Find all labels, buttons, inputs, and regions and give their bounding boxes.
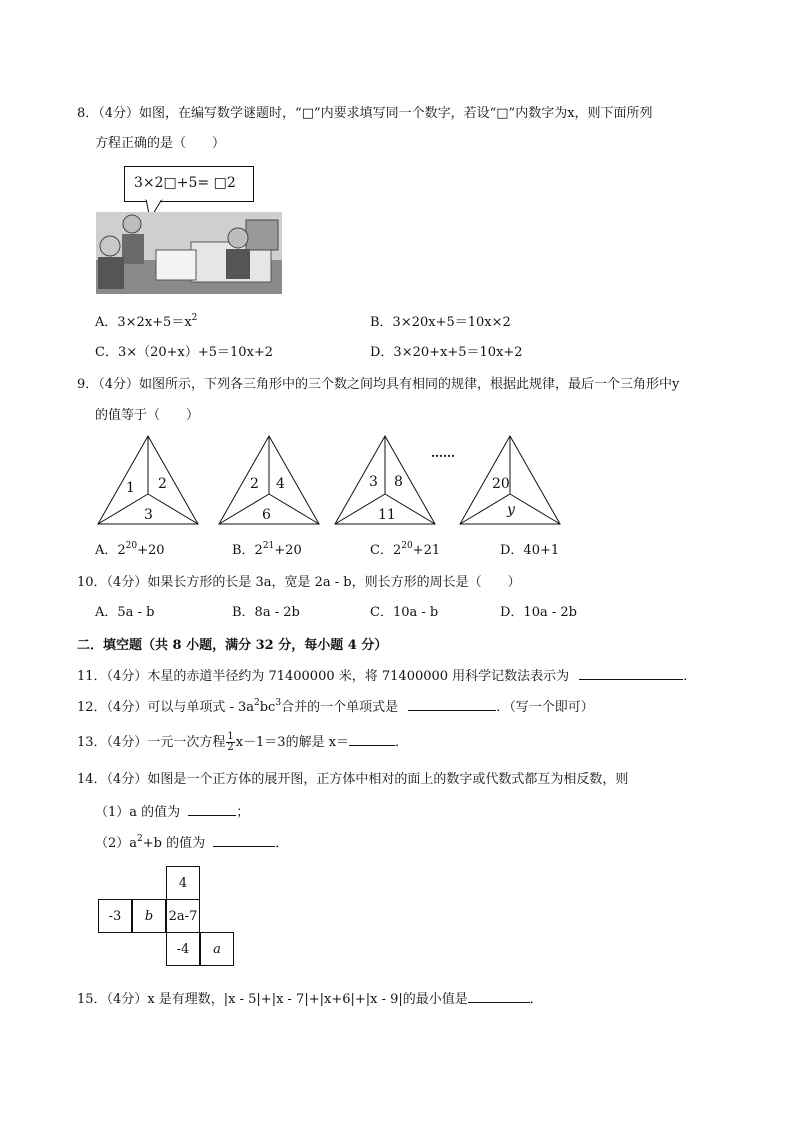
q9-a-rest: +20 xyxy=(137,543,165,558)
q14-line1: 14．（4分）如图是一个正方体的展开图，正方体中相对的面上的数字或代数式都互为相反数，则 xyxy=(77,772,629,787)
q12-answer-blank[interactable] xyxy=(408,698,496,711)
net-cell-a: a xyxy=(200,932,234,966)
q8-option-b: B．3×20x+5＝10x×2 xyxy=(370,315,511,330)
q11 xyxy=(77,665,696,684)
q14-sub2-period: ． xyxy=(275,836,289,851)
q14-sub1-text: （1）a 的值为 xyxy=(95,805,181,820)
q11-text: 11．（4分）木星的赤道半径约为 71400000 米，将 71400000 用科学记数法表示为 xyxy=(77,669,570,684)
q13 xyxy=(77,731,408,753)
q8-option-c: C．3×（20+x）+5＝10x+2 xyxy=(95,345,274,360)
tri4-c: y xyxy=(507,502,515,518)
q14-sub2-blank[interactable] xyxy=(213,834,275,847)
q8-option-d: D．3×20+x+5＝10x+2 xyxy=(370,345,523,360)
q13-period: ． xyxy=(395,735,409,750)
q12 xyxy=(77,696,594,715)
q11-answer-blank[interactable] xyxy=(579,667,683,680)
q9-line1: 9．（4分）如图所示，下列各三角形中的三个数之间均具有相同的规律，根据此规律，最后一个三角形中y xyxy=(77,377,680,392)
q9-a-exp: 20 xyxy=(125,541,138,551)
q13-text-a: 13．（4分）一元一次方程 xyxy=(77,735,226,750)
q13-numerator: 1 xyxy=(227,731,234,742)
tri3-c: 11 xyxy=(378,507,396,523)
q12-text-a: 12．（4分）可以与单项式 - 3a xyxy=(77,700,254,715)
q10-option-b: B．8a - 2b xyxy=(232,605,300,620)
q15-answer-blank[interactable] xyxy=(468,990,530,1003)
q13-fraction xyxy=(226,732,234,753)
q15-text: 15．（4分）x 是有理数，|x - 5|+|x - 7|+|x+6|+|x - 9|的最小值是 xyxy=(77,992,468,1007)
tri2-a: 2 xyxy=(250,476,259,492)
q8-line2: 方程正确的是（ ） xyxy=(95,136,226,151)
tri4-a: 20 xyxy=(492,476,510,492)
tri1-b: 2 xyxy=(158,476,167,492)
tri2-b: 4 xyxy=(276,476,285,492)
q13-answer-blank[interactable] xyxy=(349,733,395,746)
q12-tail: ．（写一个即可） xyxy=(496,700,594,715)
q9-c-rest: +21 xyxy=(412,543,441,558)
q9-line2: 的值等于（ ） xyxy=(95,408,200,423)
q9-b-base: B．2 xyxy=(232,543,263,558)
q9-option-d: D．40+1 xyxy=(500,543,560,558)
net-cell-b: b xyxy=(132,899,166,933)
q10-option-a: A．5a - b xyxy=(95,605,155,620)
q14-sub2-exp: 2 xyxy=(137,834,143,844)
q12-exp1: 2 xyxy=(254,698,260,708)
tri3-a: 3 xyxy=(369,474,378,490)
q15-period: ． xyxy=(529,992,543,1007)
q10-option-d: D．10a - 2b xyxy=(500,605,577,620)
ellipsis: …… xyxy=(431,446,455,460)
q14-sub1-semicolon: ； xyxy=(236,805,250,820)
q9-b-rest: +20 xyxy=(274,543,302,558)
q9-option-b xyxy=(232,539,302,558)
q12-text-b: bc xyxy=(259,700,276,715)
q14-sub1-blank[interactable] xyxy=(188,803,236,816)
q9-a-base: A．2 xyxy=(95,543,126,558)
tri1-a: 1 xyxy=(126,480,135,496)
q14-sub2 xyxy=(95,832,288,851)
q11-period: ． xyxy=(683,669,697,684)
tri3-b: 8 xyxy=(394,474,403,490)
q9-option-c xyxy=(370,539,440,558)
tri1-c: 3 xyxy=(144,507,153,523)
net-cell-center: 2a-7 xyxy=(166,899,200,933)
q9-c-exp: 20 xyxy=(401,541,413,551)
net-cell-bottom: -4 xyxy=(166,932,200,966)
q10-option-c: C．10a - b xyxy=(370,605,439,620)
q9-c-base: C．2 xyxy=(370,543,402,558)
q8-line1: 8．（4分）如图，在编写数学谜题时，“□”内要求填写同一个数字，若设“□”内数字为x，则下面所列 xyxy=(77,106,653,121)
speech-bubble xyxy=(124,166,254,202)
q13-denominator: 2 xyxy=(227,742,234,753)
q12-exp2: 3 xyxy=(275,698,282,708)
q15 xyxy=(77,988,543,1007)
q8-option-a xyxy=(95,311,197,330)
q8-option-a-text: A．3×2x+5＝x xyxy=(95,315,192,330)
classroom-illustration xyxy=(96,212,282,294)
q9-b-exp: 21 xyxy=(262,541,275,551)
q9-option-a xyxy=(95,539,165,558)
q13-text-b: x－1＝3的解是 x＝ xyxy=(235,735,350,750)
q14-sub1 xyxy=(95,801,249,820)
section-heading: 二．填空题（共 8 小题，满分 32 分，每小题 4 分） xyxy=(77,638,388,653)
q10-line1: 10．（4分）如果长方形的长是 3a，宽是 2a - b，则长方形的周长是（ ） xyxy=(77,575,521,590)
tri2-c: 6 xyxy=(262,507,271,523)
q14-sub2-text-a: （2）a xyxy=(95,836,138,851)
net-cell-left: -3 xyxy=(98,899,132,933)
bubble-text: 3×2□+5= □2 xyxy=(134,175,236,191)
q12-text-c: 合并的一个单项式是 xyxy=(281,700,399,715)
q14-sub2-text-b: +b 的值为 xyxy=(142,836,206,851)
q8-option-a-exp: 2 xyxy=(191,313,198,323)
net-cell-top: 4 xyxy=(166,866,200,900)
